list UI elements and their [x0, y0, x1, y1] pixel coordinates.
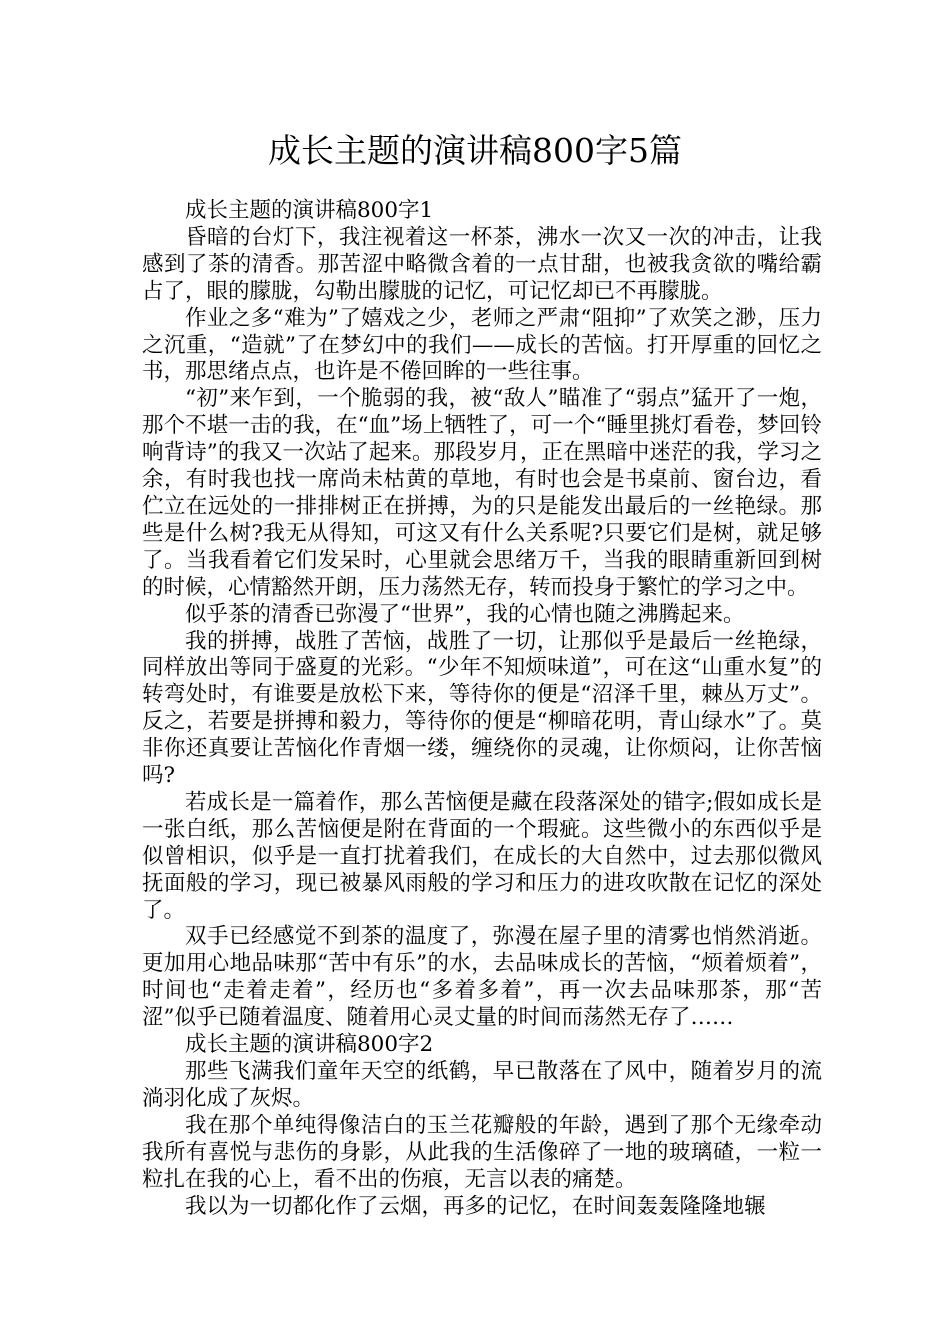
- paragraph: 昏暗的台灯下，我注视着这一杯茶，沸水一次又一次的冲击，让我感到了茶的清香。那苦涩中略微含着的一点甘甜，也被我贪欲的嘴给霸占了，眼的朦胧，勾勒出朦胧的记忆，可记忆却已不再朦胧。: [142, 224, 822, 304]
- paragraph: 作业之多“难为”了嬉戏之少，老师之严肃“阻抑”了欢笑之渺，压力之沉重，“造就”了在梦幻中的我们——成长的苦恼。打开厚重的回忆之书，那思绪点点，也许是不倦回眸的一些往事。: [142, 305, 822, 385]
- paragraph: 我以为一切都化作了云烟，再多的记忆，在时间轰轰隆隆地辗: [185, 1193, 766, 1219]
- paragraph: 我的拼搏，战胜了苦恼，战胜了一切，让那似乎是最后一丝艳绿，同样放出等同于盛夏的光彩。“少年不知烦味道”，可在这“山重水复”的转弯处时，有谁要是放松下来，等待你的便是“沼泽千里，棘丛万丈”。反之，若要是拼搏和毅力，等待你的便是“柳暗花明，青山绿水”了。莫非你还真要让苦恼化作青烟一缕，缠绕你的灵魂，让你烦闷，让你苦恼吗?: [142, 628, 822, 789]
- paragraph: 那些飞满我们童年天空的纸鹤，早已散落在了风中，随着岁月的流淌羽化成了灰烬。: [142, 1059, 822, 1111]
- paragraph: “初”来乍到，一个脆弱的我，被“敌人”瞄准了“弱点”猛开了一炮，那个不堪一击的我，在“血”场上牺牲了，可一个“睡里挑灯看卷，梦回铃响背诗”的我又一次站了起来。那段岁月，正在黑暗中迷茫的我，学习之余，有时我也找一席尚未枯黄的草地，有时也会是书桌前、窗台边，看伫立在远处的一排排树正在拼搏，为的只是能发出最后的一丝艳绿。那些是什么树?我无从得知，可这又有什么关系呢?只要它们是树，就足够了。当我看着它们发呆时，心里就会思绪万千，当我的眼睛重新回到树的时候，心情豁然开朗，压力荡然无存，转而投身于繁忙的学习之中。: [142, 386, 822, 600]
- paragraph: 我在那个单纯得像洁白的玉兰花瓣般的年龄，遇到了那个无缘牵动我所有喜悦与悲伤的身影，从此我的生活像碎了一地的玻璃碴，一粒一粒扎在我的心上，看不出的伤痕，无言以表的痛楚。: [142, 1112, 822, 1192]
- paragraph: 若成长是一篇着作，那么苦恼便是藏在段落深处的错字;假如成长是一张白纸，那么苦恼便是附在背面的一个瑕疵。这些微小的东西似乎是似曾相识，似乎是一直打扰着我们，在成长的大自然中，过去那似微风抚面般的学习，现已被暴风雨般的学习和压力的进攻吹散在记忆的深处了。: [142, 789, 822, 923]
- document-title: 成长主题的演讲稿800字5篇: [268, 131, 682, 170]
- document-body: [142, 198, 822, 1220]
- section-heading: 成长主题的演讲稿800字1: [185, 198, 434, 223]
- paragraph: 双手已经感觉不到茶的温度了，弥漫在屋子里的清雾也悄然消逝。更加用心地品味那“苦中有乐”的水，去品味成长的苦恼，“烦着烦着”，时间也“走着走着”，经历也“多着多着”，再一次去品味那茶，那“苦涩”似乎已随着温度、随着用心灵丈量的时间而荡然无存了……: [142, 924, 822, 1031]
- paragraph: 似乎茶的清香已弥漫了“世界”，我的心情也随之沸腾起来。: [185, 601, 745, 627]
- section-heading: 成长主题的演讲稿800字2: [185, 1032, 434, 1058]
